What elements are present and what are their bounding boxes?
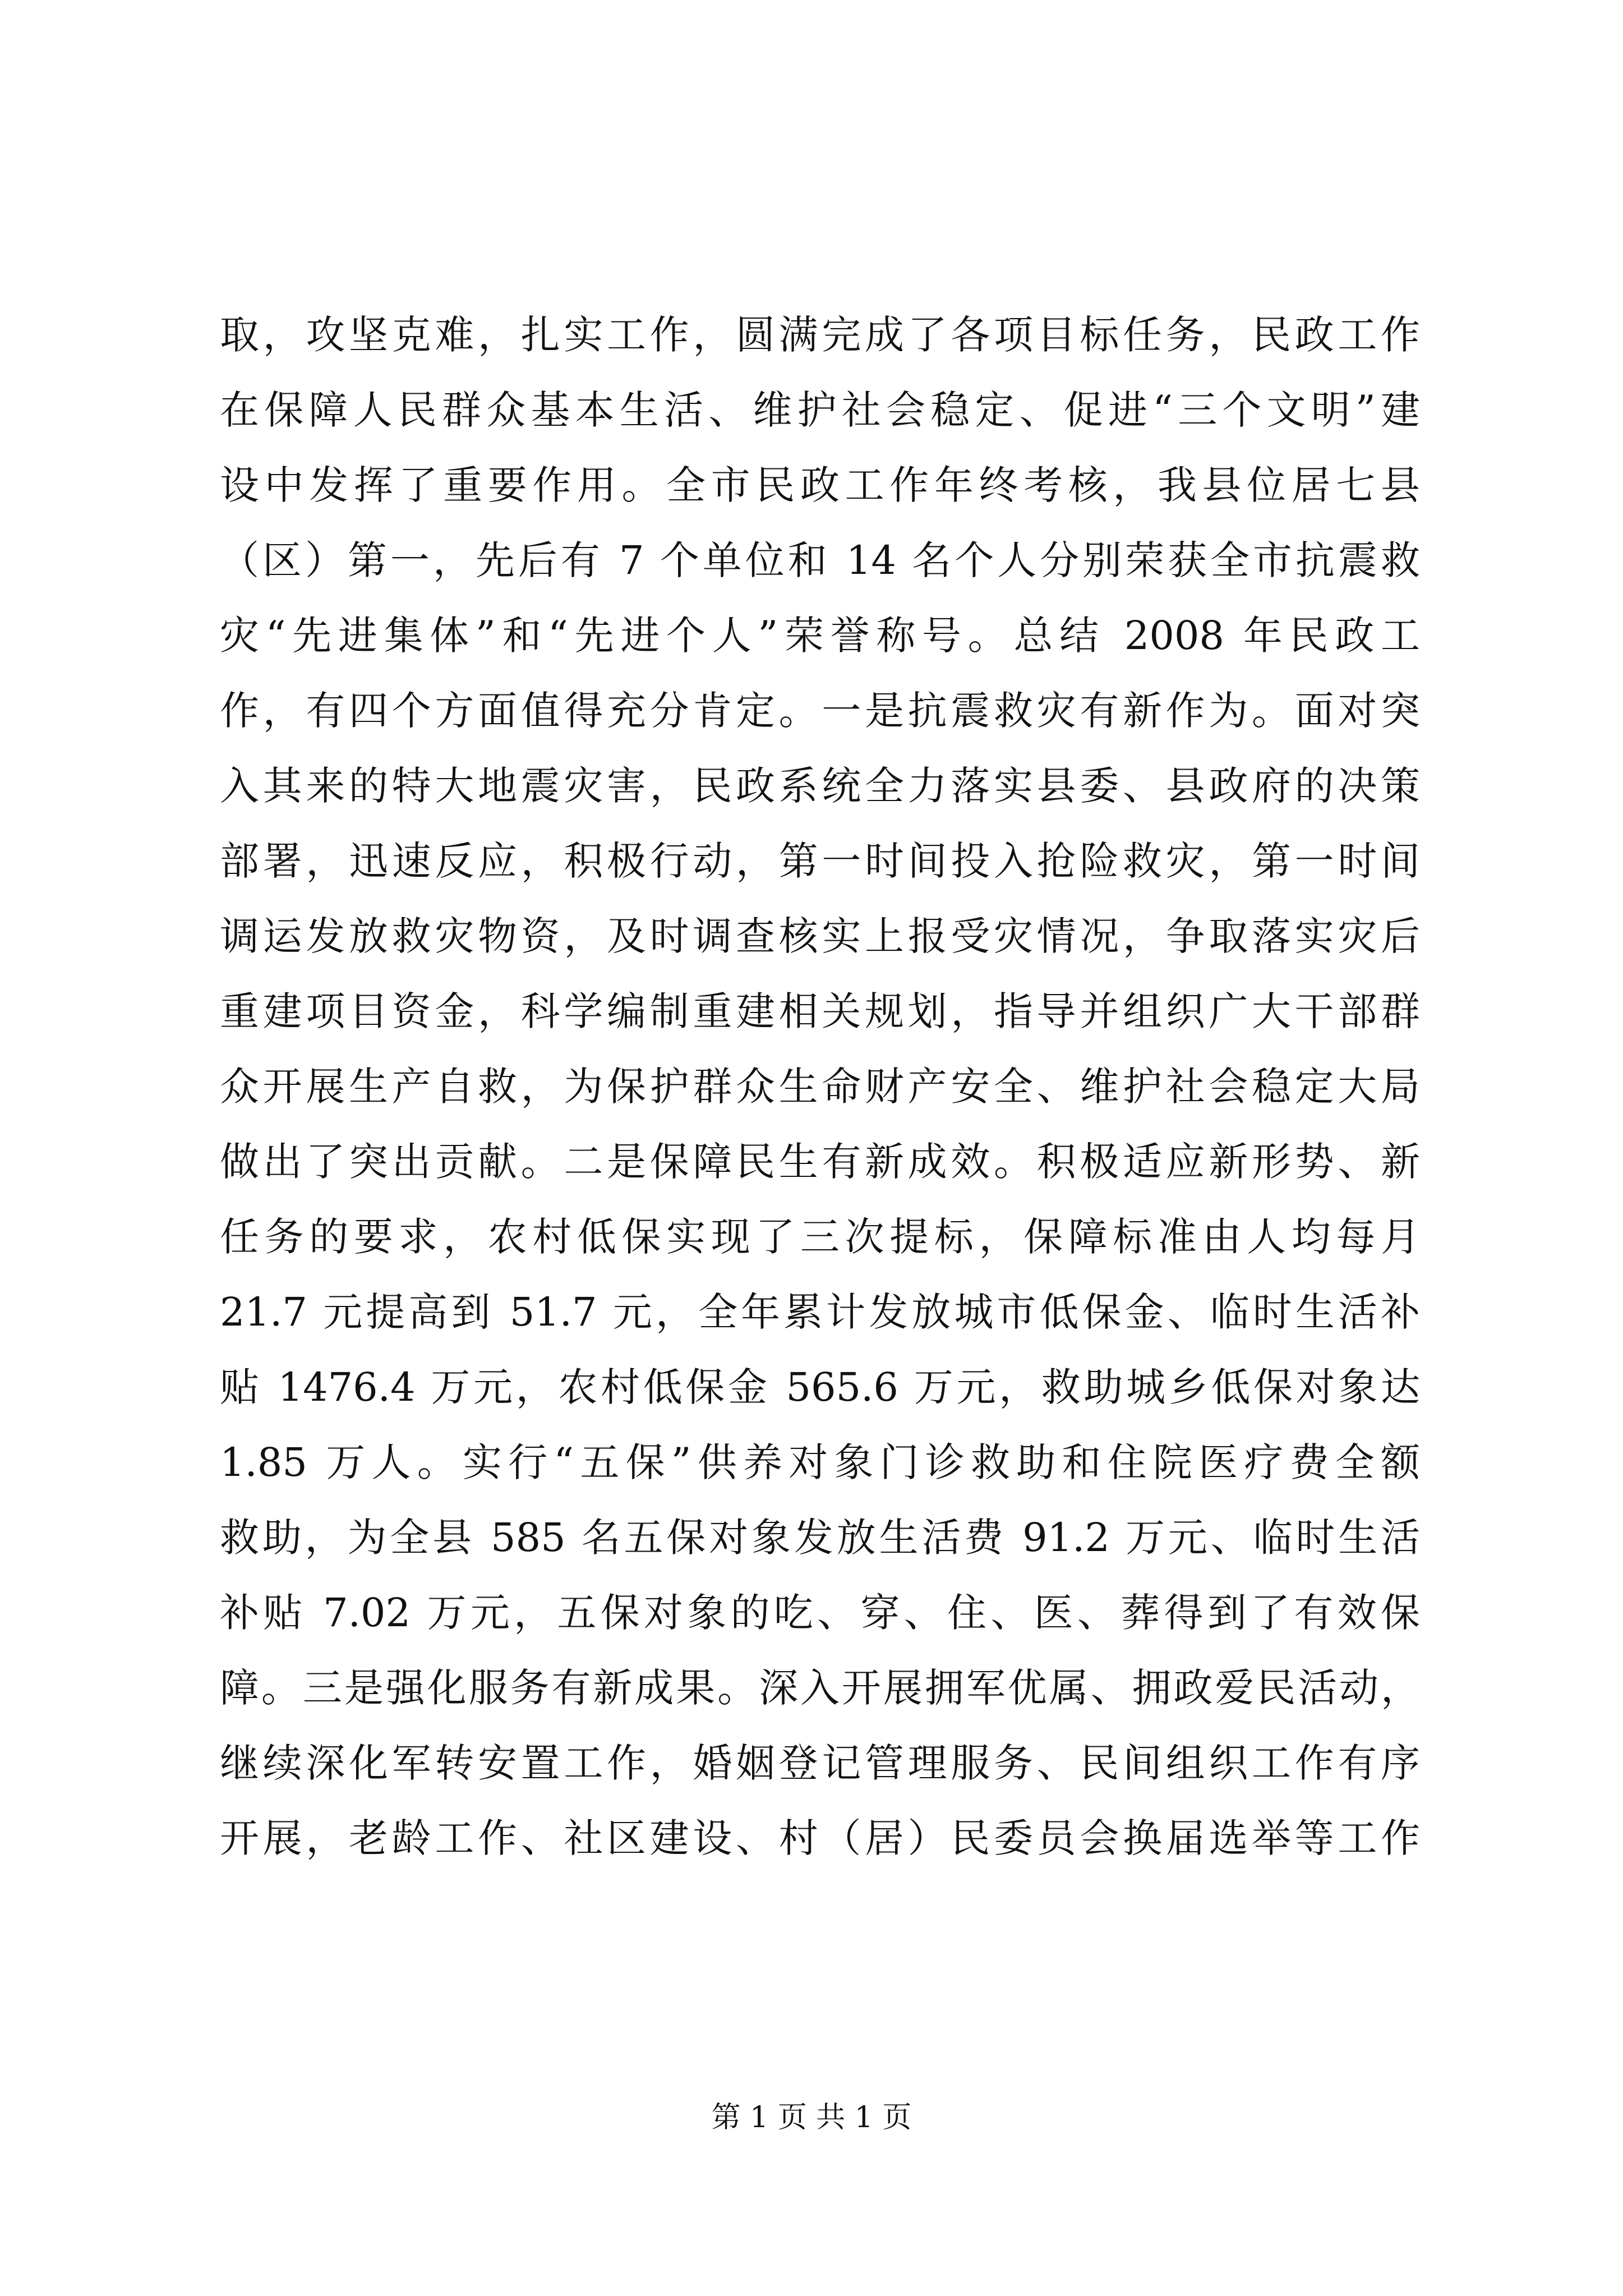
text-line-11: 众开展生产自救，为保护群众生命财产安全、维护社会稳定大局 xyxy=(220,1064,1420,1110)
text-line-16: 1.85 万人。实行“五保”供养对象门诊救助和住院医疗费全额 xyxy=(220,1439,1420,1485)
text-line-4: （区）第一，先后有 7 个单位和 14 名个人分别荣获全市抗震救 xyxy=(220,537,1420,583)
text-line-13: 任务的要求，农村低保实现了三次提标，保障标准由人均每月 xyxy=(220,1214,1420,1260)
text-line-14: 21.7 元提高到 51.7 元，全年累计发放城市低保金、临时生活补 xyxy=(220,1289,1420,1335)
text-line-18: 补贴 7.02 万元，五保对象的吃、穿、住、医、葬得到了有效保 xyxy=(220,1590,1420,1636)
page-footer xyxy=(0,2095,1623,2140)
body-text xyxy=(220,297,1420,1876)
text-line-6: 作，有四个方面值得充分肯定。一是抗震救灾有新作为。面对突 xyxy=(220,688,1420,734)
text-line-20: 继续深化军转安置工作，婚姻登记管理服务、民间组织工作有序 xyxy=(220,1740,1420,1786)
text-line-2: 在保障人民群众基本生活、维护社会稳定、促进“三个文明”建 xyxy=(220,387,1420,433)
page-number-label: 第 1 页 共 1 页 xyxy=(711,2101,912,2134)
text-line-1: 取，攻坚克难，扎实工作，圆满完成了各项目标任务，民政工作 xyxy=(220,312,1420,358)
text-line-5: 灾“先进集体”和“先进个人”荣誉称号。总结 2008 年民政工 xyxy=(220,613,1420,659)
text-line-17: 救助，为全县 585 名五保对象发放生活费 91.2 万元、临时生活 xyxy=(220,1515,1420,1561)
text-line-21: 开展，老龄工作、社区建设、村（居）民委员会换届选举等工作 xyxy=(220,1815,1420,1861)
text-line-12: 做出了突出贡献。二是保障民生有新成效。积极适应新形势、新 xyxy=(220,1139,1420,1185)
text-line-7: 入其来的特大地震灾害，民政系统全力落实县委、县政府的决策 xyxy=(220,763,1420,809)
text-line-8: 部署，迅速反应，积极行动，第一时间投入抢险救灾，第一时间 xyxy=(220,838,1420,884)
text-line-10: 重建项目资金，科学编制重建相关规划，指导并组织广大干部群 xyxy=(220,988,1420,1034)
text-line-15: 贴 1476.4 万元，农村低保金 565.6 万元，救助城乡低保对象达 xyxy=(220,1364,1420,1410)
text-line-19: 障。三是强化服务有新成果。深入开展拥军优属、拥政爱民活动， xyxy=(220,1665,1420,1711)
text-line-9: 调运发放救灾物资，及时调查核实上报受灾情况，争取落实灾后 xyxy=(220,913,1420,959)
text-line-3: 设中发挥了重要作用。全市民政工作年终考核，我县位居七县 xyxy=(220,462,1420,508)
